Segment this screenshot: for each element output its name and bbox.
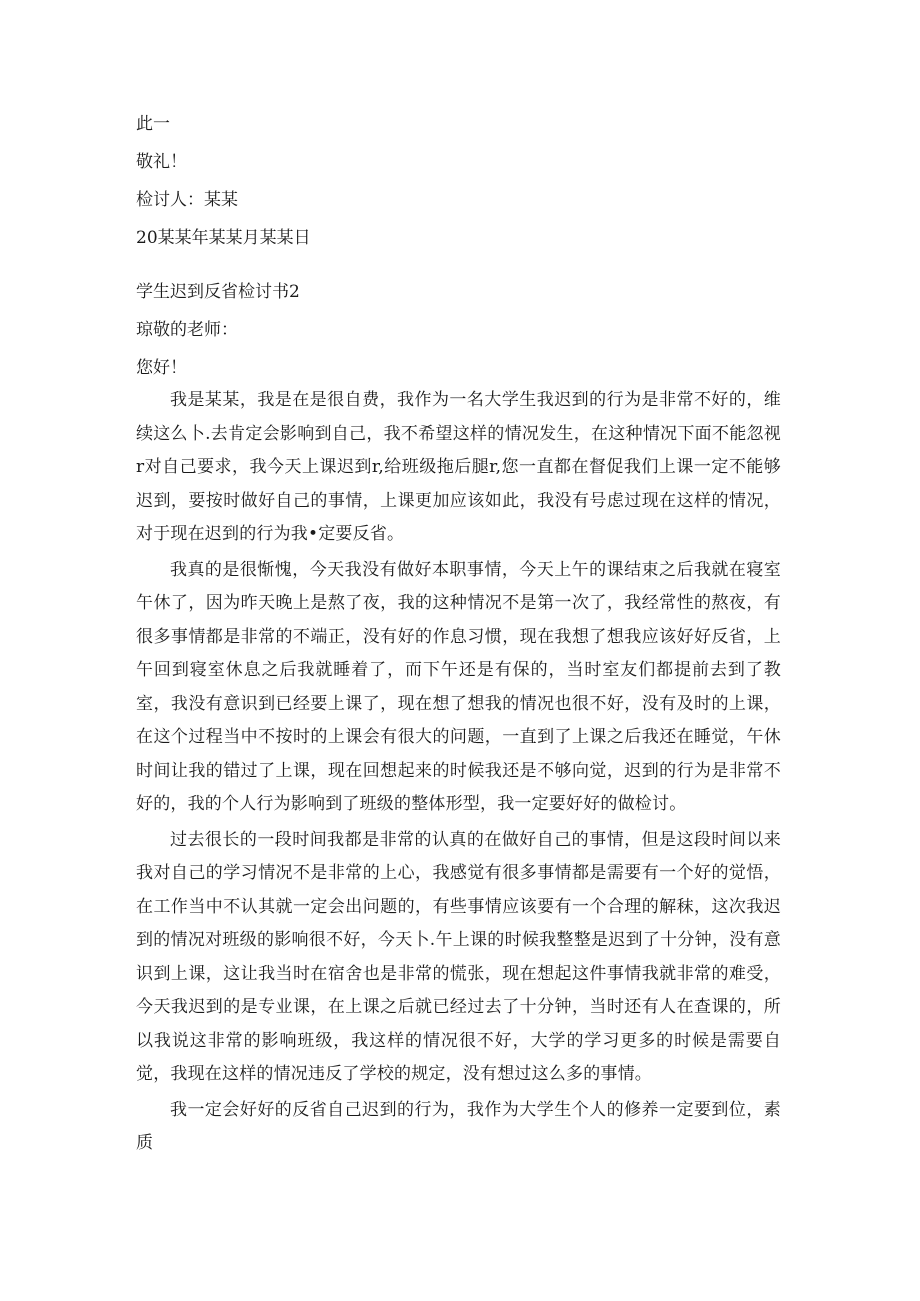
document-body [136, 112, 781, 1161]
body-paragraph-2: 我真的是很惭愧，今天我没有做好本职事情，今天上午的课结束之后我就在寝室午休了，因为昨天晚上是熬了夜，我的这种情况不是第一次了，我经常性的熬夜，有很多事情都是非常的不端正，没有好的作息习惯，现在我想了想我应该好好反省，上午回到寝室休息之后我就睡着了，而下午还是有保的，当时室友们都提前去到了教室，我没有意识到已经要上课了，现在想了想我的情况也很不好，没有及时的上课，在这个过程当中不按时的上课会有很大的问题，一直到了上课之后我还在睡觉，午休时间让我的错过了上课，现在回想起来的时候我还是不够向觉，迟到的行为是非常不好的，我的个人行为影响到了班级的整体形型，我一定要好好的做检讨。 [136, 559, 781, 814]
closing-salute: 敬礼！ [136, 152, 187, 172]
body-paragraph-1: 我是某某，我是在是很自费，我作为一名大学生我迟到的行为是非常不好的，维续这么卜.去肯定会影响到自己，我不希望这样的情况发生，在这种情况下面不能忽视r对自己要求，我今天上课迟到r,给班级拖后腿r,您一直都在督促我们上课一定不能够迟到，要按时做好自己的事情，上课更加应该如此，我没有号虑过现在这样的情况，对于现在迟到的行为我•定要反省。 [136, 390, 781, 544]
letter-title: 学生迟到反省检讨书2 [136, 282, 300, 302]
closing-cishi: 此一 [136, 114, 170, 134]
greeting: 您好！ [136, 358, 187, 378]
date-line: 20某某年某某月某某日 [136, 228, 311, 248]
salutation: 琼敬的老师： [136, 320, 238, 340]
body-paragraph-4: 我一定会好好的反省自己迟到的行为，我作为大学生个人的修养一定要到位，素质 [136, 1099, 781, 1153]
signer-line: 检讨人：某某 [136, 190, 238, 210]
body-paragraph-3: 过去很长的一段时间我都是非常的认真的在做好自己的事情，但是这段时间以来我对自己的学习情况不是非常的上心，我感觉有很多事情都是需要有一个好的觉悟，在工作当中不认其就一定会出问题的，有些事情应该要有一个合理的解秣，这次我迟到的情况对班级的影响很不好，今天卜.午上课的时候我整整是迟到了十分钟，没有意识到上课，这让我当时在宿舍也是非常的慌张，现在想起这件事情我就非常的难受，今天我迟到的是专业课，在上课之后就已经过去了十分钟，当时还有人在查课的，所以我说这非常的影响班级，我这样的情况很不好，大学的学习更多的时候是需要自觉，我现在这样的情况违反了学校的规定，没有想过这么多的事情。 [136, 829, 781, 1084]
